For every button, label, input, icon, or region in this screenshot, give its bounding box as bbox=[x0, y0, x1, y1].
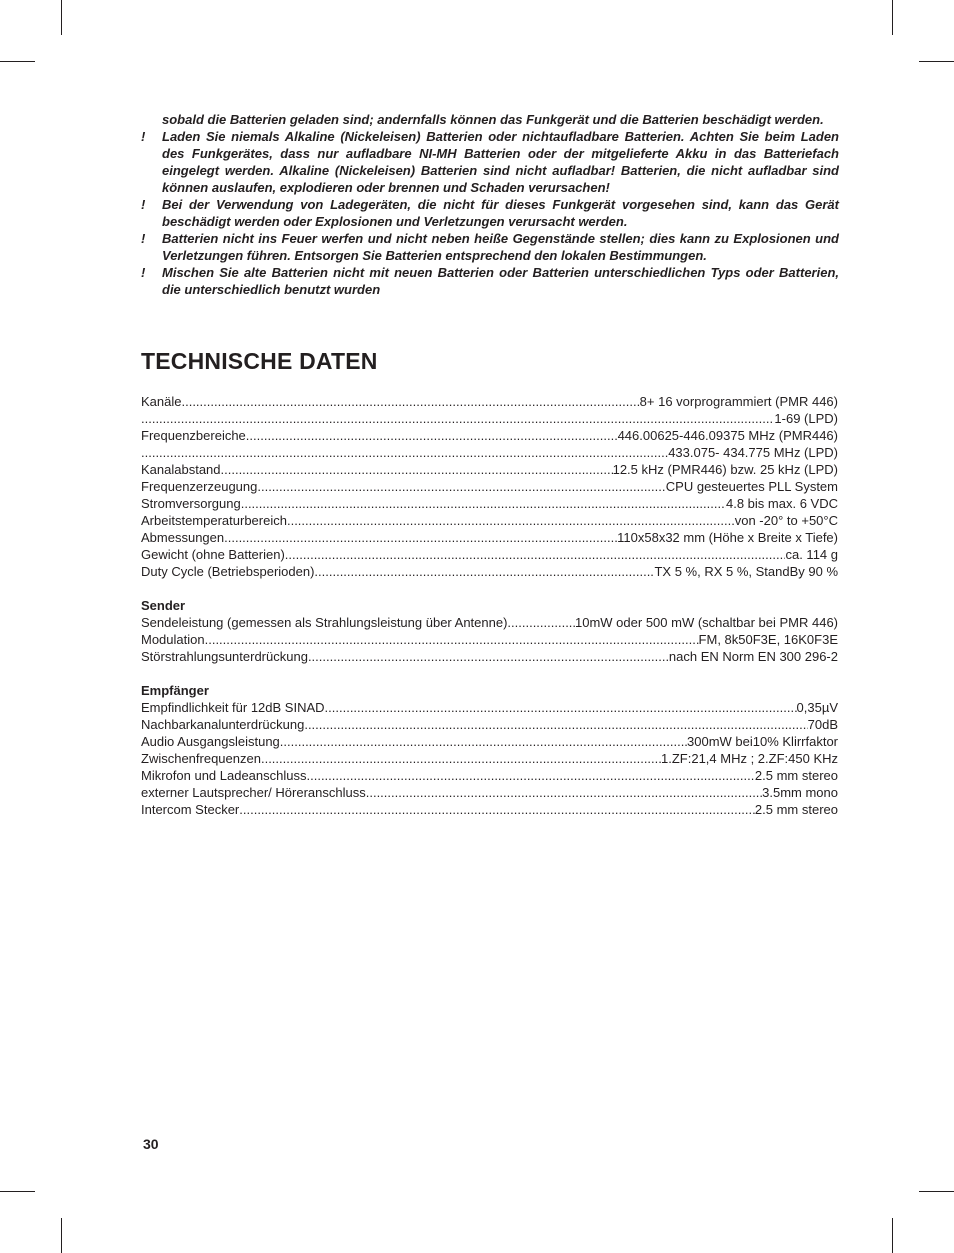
spec-value: 2.5 mm stereo bbox=[754, 768, 838, 783]
spacer bbox=[141, 580, 838, 597]
warning-text: Bei der Verwendung von Ladegeräten, die nicht für dieses Funkgerät vorgesehen sind, kann das Gerät beschädigt werden oder Explosionen und Verletzungen verursacht werden. bbox=[162, 197, 839, 229]
dot-leader bbox=[285, 546, 786, 563]
warning-item bbox=[141, 111, 839, 128]
crop-mark bbox=[0, 1191, 35, 1192]
crop-mark bbox=[0, 61, 35, 62]
warning-bullet: ! bbox=[141, 197, 146, 212]
spec-value: 70dB bbox=[807, 717, 838, 732]
spec-value: 300mW bei10% Klirrfaktor bbox=[687, 734, 838, 749]
dot-leader bbox=[141, 410, 774, 427]
spec-row bbox=[141, 512, 838, 529]
dot-leader bbox=[261, 750, 661, 767]
spec-row bbox=[141, 716, 838, 733]
dot-leader bbox=[304, 716, 807, 733]
spec-value: nach EN Norm EN 300 296-2 bbox=[668, 649, 838, 664]
warning-item bbox=[141, 128, 839, 196]
spec-row bbox=[141, 410, 838, 427]
spec-label: externer Lautsprecher/ Höreranschluss bbox=[141, 785, 366, 800]
spec-row bbox=[141, 631, 838, 648]
dot-leader bbox=[221, 461, 613, 478]
spec-row bbox=[141, 784, 838, 801]
spec-row bbox=[141, 648, 838, 665]
dot-leader bbox=[287, 512, 735, 529]
warning-bullet: ! bbox=[141, 231, 146, 246]
spec-row bbox=[141, 801, 838, 818]
warning-text: Laden Sie niemals Alkaline (Nickeleisen) Batterien oder nichtaufladbare Batterien. Achten Sie beim Laden des Funkgerätes, dass nur aufladbare NI-MH Batterien oder der mitgelieferte Akku in das Batteriefach eingelegt werden. Alkaline (Nickeleisen) Batterien sind nicht aufladbar! Batterien, die nicht aufladbar sind können auslaufen, explodieren oder brennen und Schaden verursachen! bbox=[162, 129, 839, 195]
spec-row bbox=[141, 461, 838, 478]
dot-leader bbox=[181, 393, 639, 410]
spec-table bbox=[141, 393, 838, 818]
spec-row bbox=[141, 733, 838, 750]
spec-value: 0,35µV bbox=[796, 700, 838, 715]
spec-row bbox=[141, 529, 838, 546]
warning-text: Batterien nicht ins Feuer werfen und nicht neben heiße Gegenstände stellen; dies kann zu Explosionen und Verletzungen führen. Entsorgen Sie Batterien entsprechend den lokalen Bestimmungen. bbox=[162, 231, 839, 263]
dot-leader bbox=[246, 427, 618, 444]
dot-leader bbox=[257, 478, 665, 495]
spec-row bbox=[141, 478, 838, 495]
spec-value: 10mW oder 500 mW (schaltbar bei PMR 446) bbox=[575, 615, 838, 630]
spec-value: FM, 8k50F3E, 16K0F3E bbox=[698, 632, 838, 647]
spec-row bbox=[141, 393, 838, 410]
spec-value: 1.ZF:21,4 MHz ; 2.ZF:450 KHz bbox=[661, 751, 838, 766]
spec-value: TX 5 %, RX 5 %, StandBy 90 % bbox=[654, 564, 838, 579]
dot-leader bbox=[205, 631, 699, 648]
crop-mark bbox=[61, 1218, 62, 1253]
dot-leader bbox=[507, 614, 575, 631]
spec-value: 8+ 16 vorprogrammiert (PMR 446) bbox=[639, 394, 838, 409]
spec-row bbox=[141, 563, 838, 580]
spec-row bbox=[141, 427, 838, 444]
warning-bullet: ! bbox=[141, 129, 146, 144]
dot-leader bbox=[308, 648, 669, 665]
spec-value: 3.5mm mono bbox=[762, 785, 838, 800]
spec-row bbox=[141, 614, 838, 631]
spec-row bbox=[141, 495, 838, 512]
page-number: 30 bbox=[143, 1136, 159, 1152]
crop-mark bbox=[892, 0, 893, 35]
spec-value: 1-69 (LPD) bbox=[774, 411, 838, 426]
spec-label: Gewicht (ohne Batterien) bbox=[141, 547, 285, 562]
spec-label: Frequenzerzeugung bbox=[141, 479, 258, 494]
spec-value: ca. 114 g bbox=[785, 547, 838, 562]
spec-row bbox=[141, 699, 838, 716]
spec-value: CPU gesteuertes PLL System bbox=[665, 479, 838, 494]
spec-label: Modulation bbox=[141, 632, 205, 647]
spec-value: 446.00625-446.09375 MHz (PMR446) bbox=[617, 428, 838, 443]
crop-mark bbox=[919, 61, 954, 62]
spec-label: Mikrofon und Ladeanschluss bbox=[141, 768, 307, 783]
spec-row bbox=[141, 767, 838, 784]
dot-leader bbox=[241, 495, 726, 512]
crop-mark bbox=[892, 1218, 893, 1253]
spec-label: Abmessungen bbox=[141, 530, 225, 545]
dot-leader bbox=[366, 784, 762, 801]
spec-label: Kanalabstand bbox=[141, 462, 221, 477]
spec-label: Intercom Stecker bbox=[141, 802, 240, 817]
spec-value: 2.5 mm stereo bbox=[754, 802, 838, 817]
spec-label: Audio Ausgangsleistung bbox=[141, 734, 280, 749]
crop-mark bbox=[61, 0, 62, 35]
warning-text: sobald die Batterien geladen sind; andernfalls können das Funkgerät und die Batterien beschädigt werden. bbox=[162, 112, 824, 127]
spec-value: 433.075- 434.775 MHz (LPD) bbox=[668, 445, 838, 460]
spec-row bbox=[141, 750, 838, 767]
spec-label: Stromversorgung bbox=[141, 496, 241, 511]
dot-leader bbox=[224, 529, 617, 546]
dot-leader bbox=[280, 733, 687, 750]
spec-label: Kanäle bbox=[141, 394, 182, 409]
warning-item bbox=[141, 230, 839, 264]
warning-item bbox=[141, 264, 839, 298]
spec-label: Störstrahlungsunterdrückung bbox=[141, 649, 308, 664]
spec-label: Empfindlichkeit für 12dB SINAD bbox=[141, 700, 325, 715]
spec-label: Arbeitstemperaturbereich bbox=[141, 513, 287, 528]
dot-leader bbox=[314, 563, 654, 580]
spec-label: Frequenzbereiche bbox=[141, 428, 246, 443]
warning-text: Mischen Sie alte Batterien nicht mit neuen Batterien oder Batterien unterschiedlichen Typs oder Batterien, die unterschiedlich benutzt wurden bbox=[162, 265, 839, 297]
dot-leader bbox=[307, 767, 755, 784]
dot-leader bbox=[141, 444, 668, 461]
warning-item bbox=[141, 196, 839, 230]
spec-row bbox=[141, 546, 838, 563]
spec-label: Zwischenfrequenzen bbox=[141, 751, 261, 766]
spec-label: Duty Cycle (Betriebsperioden) bbox=[141, 564, 315, 579]
crop-mark bbox=[919, 1191, 954, 1192]
dot-leader bbox=[239, 801, 755, 818]
spec-value: 4.8 bis max. 6 VDC bbox=[726, 496, 838, 511]
warning-bullet: ! bbox=[141, 265, 146, 280]
dot-leader bbox=[325, 699, 797, 716]
battery-warnings bbox=[141, 111, 839, 298]
spec-label: Sendeleistung (gemessen als Strahlungsleistung über Antenne) bbox=[141, 615, 508, 630]
section-title: TECHNISCHE DATEN bbox=[141, 348, 378, 374]
sender-heading: Sender bbox=[141, 598, 186, 613]
spec-row bbox=[141, 444, 838, 461]
spec-value: 12.5 kHz (PMR446) bzw. 25 kHz (LPD) bbox=[612, 462, 838, 477]
spec-value: 110x58x32 mm (Höhe x Breite x Tiefe) bbox=[617, 530, 838, 545]
spec-value: von -20° to +50°C bbox=[734, 513, 838, 528]
spec-label: Nachbarkanalunterdrückung bbox=[141, 717, 305, 732]
receiver-heading: Empfänger bbox=[141, 683, 209, 698]
spacer bbox=[141, 665, 838, 682]
